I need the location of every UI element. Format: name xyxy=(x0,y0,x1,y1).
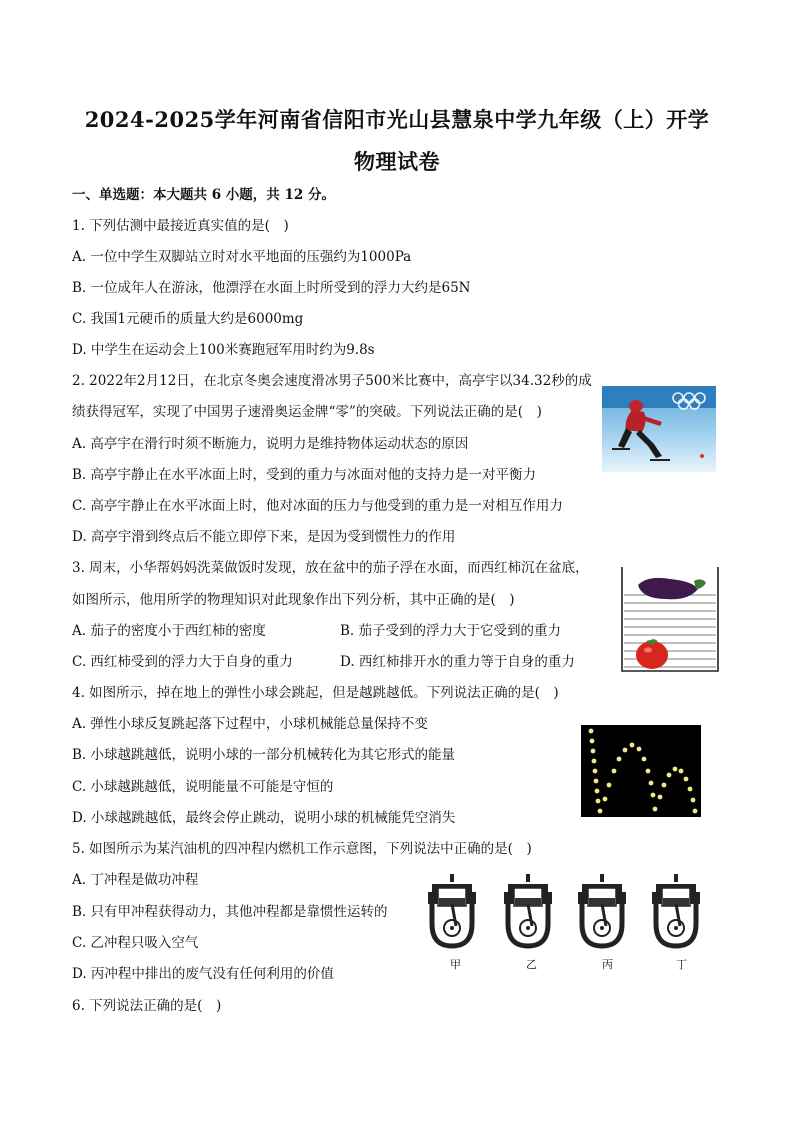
q4-option-b: B. 小球越跳越低，说明小球的一部分机械转化为其它形式的能量 xyxy=(72,747,456,763)
four-stroke-engine-figure xyxy=(424,874,720,954)
q4-option-c: C. 小球越跳越低，说明能量不可能是守恒的 xyxy=(72,779,334,795)
q1-option-a: A. 一位中学生双脚站立时对水平地面的压强约为1000Pa xyxy=(72,249,412,265)
q2-stem-line2: 绩获得冠军，实现了中国男子速滑奥运金牌“零”的突破。下列说法正确的是( ) xyxy=(72,404,542,420)
q6-stem: 6. 下列说法正确的是( ) xyxy=(72,998,222,1014)
basin-eggplant-tomato-figure xyxy=(618,567,722,675)
engine-label-ding: 丁 xyxy=(676,958,687,971)
q3-option-c: C. 西红柿受到的浮力大于自身的重力 xyxy=(72,654,293,670)
exam-title-line1: 2024-2025学年河南省信阳市光山县慧泉中学九年级（上）开学 xyxy=(84,107,710,132)
q2-option-a: A. 高亭宇在滑行时须不断施力，说明力是维持物体运动状态的原因 xyxy=(72,436,469,452)
q1-stem: 1. 下列估测中最接近真实值的是( ) xyxy=(72,218,289,234)
speed-skater-image xyxy=(602,386,716,472)
q4-option-d: D. 小球越跳越低，最终会停止跳动，说明小球的机械能凭空消失 xyxy=(72,810,456,826)
engine-label-bing: 丙 xyxy=(602,958,613,971)
exam-title-line2: 物理试卷 xyxy=(354,149,440,174)
q5-option-c: C. 乙冲程只吸入空气 xyxy=(72,935,199,951)
q3-option-d: D. 西红柿排开水的重力等于自身的重力 xyxy=(340,654,575,670)
q5-option-a: A. 丁冲程是做功冲程 xyxy=(72,872,199,888)
q2-option-c: C. 高亭宇静止在水平冰面上时，他对冰面的压力与他受到的重力是一对相互作用力 xyxy=(72,498,563,514)
q3-stem-line2: 如图所示，他用所学的物理知识对此现象作出下列分析，其中正确的是( ) xyxy=(72,592,515,608)
q5-option-b: B. 只有甲冲程获得动力，其他冲程都是靠惯性运转的 xyxy=(72,904,388,920)
q3-option-a: A. 茄子的密度小于西红柿的密度 xyxy=(72,623,266,639)
q5-option-d: D. 丙冲程中排出的废气没有任何利用的价值 xyxy=(72,966,334,982)
q2-option-d: D. 高亭宇滑到终点后不能立即停下来，是因为受到惯性力的作用 xyxy=(72,529,456,545)
q4-option-a: A. 弹性小球反复跳起落下过程中，小球机械能总量保持不变 xyxy=(72,716,428,732)
q1-option-b: B. 一位成年人在游泳，他漂浮在水面上时所受到的浮力大约是65N xyxy=(72,280,471,296)
q1-option-c: C. 我国1元硬币的质量大约是6000mg xyxy=(72,311,304,327)
bouncing-ball-figure xyxy=(581,725,701,817)
q2-option-b: B. 高亭宇静止在水平冰面上时，受到的重力与冰面对他的支持力是一对平衡力 xyxy=(72,467,537,483)
q1-option-d: D. 中学生在运动会上100米赛跑冠军用时约为9.8s xyxy=(72,342,375,358)
q4-stem: 4. 如图所示，掉在地上的弹性小球会跳起，但是越跳越低。下列说法正确的是( ) xyxy=(72,685,559,701)
q2-stem-line1: 2. 2022年2月12日，在北京冬奥会速度滑冰男子500米比赛中，高亭宇以34.32秒的成 xyxy=(72,373,592,389)
engine-label-yi: 乙 xyxy=(526,958,537,971)
q3-stem-line1: 3. 周末，小华帮妈妈洗菜做饭时发现，放在盆中的茄子浮在水面，而西红柿沉在盆底， xyxy=(72,560,589,576)
engine-label-jia: 甲 xyxy=(450,958,461,971)
q3-option-b: B. 茄子受到的浮力大于它受到的重力 xyxy=(340,623,562,639)
section-heading: 一、单选题：本大题共 6 小题，共 12 分。 xyxy=(72,187,335,203)
q5-stem: 5. 如图所示为某汽油机的四冲程内燃机工作示意图，下列说法中正确的是( ) xyxy=(72,841,532,857)
